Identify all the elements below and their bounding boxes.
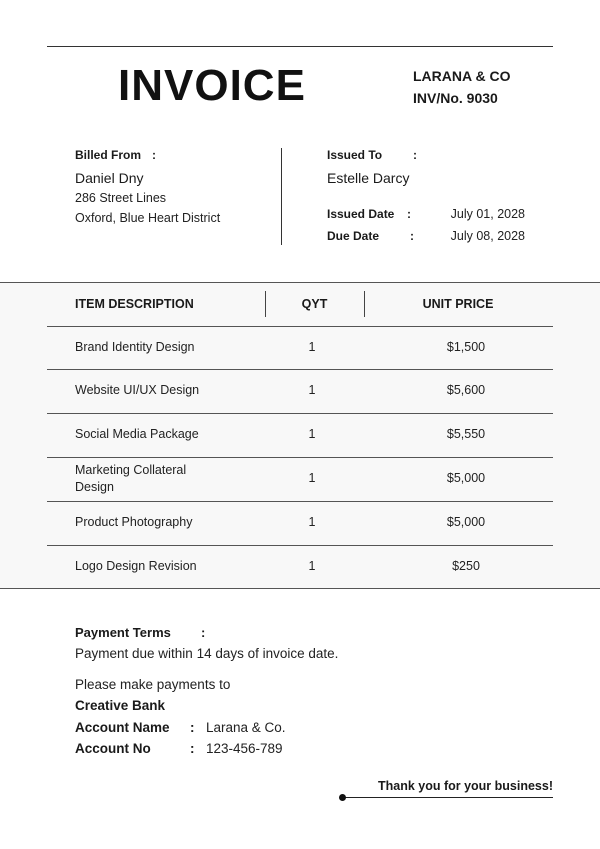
billed-from-address-line2: Oxford, Blue Heart District <box>75 211 221 225</box>
item-description: Social Media Package <box>75 427 199 441</box>
item-description: Website UI/UX Design <box>75 383 200 397</box>
footer-divider <box>343 797 553 798</box>
bullet-dot-icon <box>339 794 346 801</box>
account-no-value: 123-456-789 <box>206 741 283 756</box>
issued-to-colon: : <box>413 148 417 162</box>
item-qty: 1 <box>308 471 316 485</box>
payment-instruction: Please make payments to <box>75 677 231 692</box>
account-name-colon: : <box>190 720 195 735</box>
col-header-description: ITEM DESCRIPTION <box>75 297 194 311</box>
item-qty: 1 <box>308 427 316 441</box>
issued-to-name: Estelle Darcy <box>327 170 410 186</box>
item-price: $1,500 <box>446 340 486 354</box>
row-divider <box>47 369 553 370</box>
due-date-colon: : <box>410 229 414 243</box>
payment-terms-colon: : <box>201 625 206 640</box>
account-no-colon: : <box>190 741 195 756</box>
header-vertical-divider <box>281 148 282 245</box>
col-header-unit-price: UNIT PRICE <box>422 297 494 311</box>
item-description: Marketing Collateral Design <box>75 463 187 494</box>
payment-terms-text: Payment due within 14 days of invoice date. <box>75 646 339 661</box>
invoice-number: INV/No. 9030 <box>413 90 498 106</box>
thank-you-note: Thank you for your business! <box>377 779 553 793</box>
issued-date-value: July 01, 2028 <box>450 207 525 221</box>
item-price: $5,600 <box>446 383 486 397</box>
row-divider <box>47 545 553 546</box>
billed-from-colon: : <box>152 148 156 162</box>
item-qty: 1 <box>308 559 316 573</box>
item-price: $5,000 <box>446 515 486 529</box>
item-description: Logo Design Revision <box>75 559 197 573</box>
account-no-label: Account No <box>75 741 151 756</box>
bank-name: Creative Bank <box>75 698 166 713</box>
item-price: $250 <box>452 559 480 573</box>
item-description: Brand Identity Design <box>75 340 195 354</box>
due-date-label: Due Date <box>327 229 380 243</box>
row-divider <box>47 457 553 458</box>
col-header-qty: QYT <box>301 297 328 311</box>
account-name-value: Larana & Co. <box>206 720 286 735</box>
billed-from-name: Daniel Dny <box>75 170 144 186</box>
top-divider <box>47 46 553 47</box>
item-description: Product Photography <box>75 515 193 529</box>
billed-from-label: Billed From <box>75 148 142 162</box>
item-qty: 1 <box>308 515 316 529</box>
payment-terms-label: Payment Terms <box>75 625 171 640</box>
invoice-title: INVOICE <box>118 61 306 110</box>
row-divider <box>47 413 553 414</box>
row-divider <box>47 326 553 327</box>
billed-from-address-line1: 286 Street Lines <box>75 191 167 205</box>
issued-date-label: Issued Date <box>327 207 395 221</box>
company-name: LARANA & CO <box>413 68 511 84</box>
row-divider <box>47 501 553 502</box>
item-qty: 1 <box>308 340 316 354</box>
item-price: $5,000 <box>446 471 486 485</box>
item-price: $5,550 <box>446 427 486 441</box>
issued-to-label: Issued To <box>327 148 383 162</box>
due-date-value: July 08, 2028 <box>450 229 525 243</box>
col-header-separator <box>364 291 365 317</box>
account-name-label: Account Name <box>75 720 170 735</box>
item-qty: 1 <box>308 383 316 397</box>
issued-date-colon: : <box>407 207 411 221</box>
